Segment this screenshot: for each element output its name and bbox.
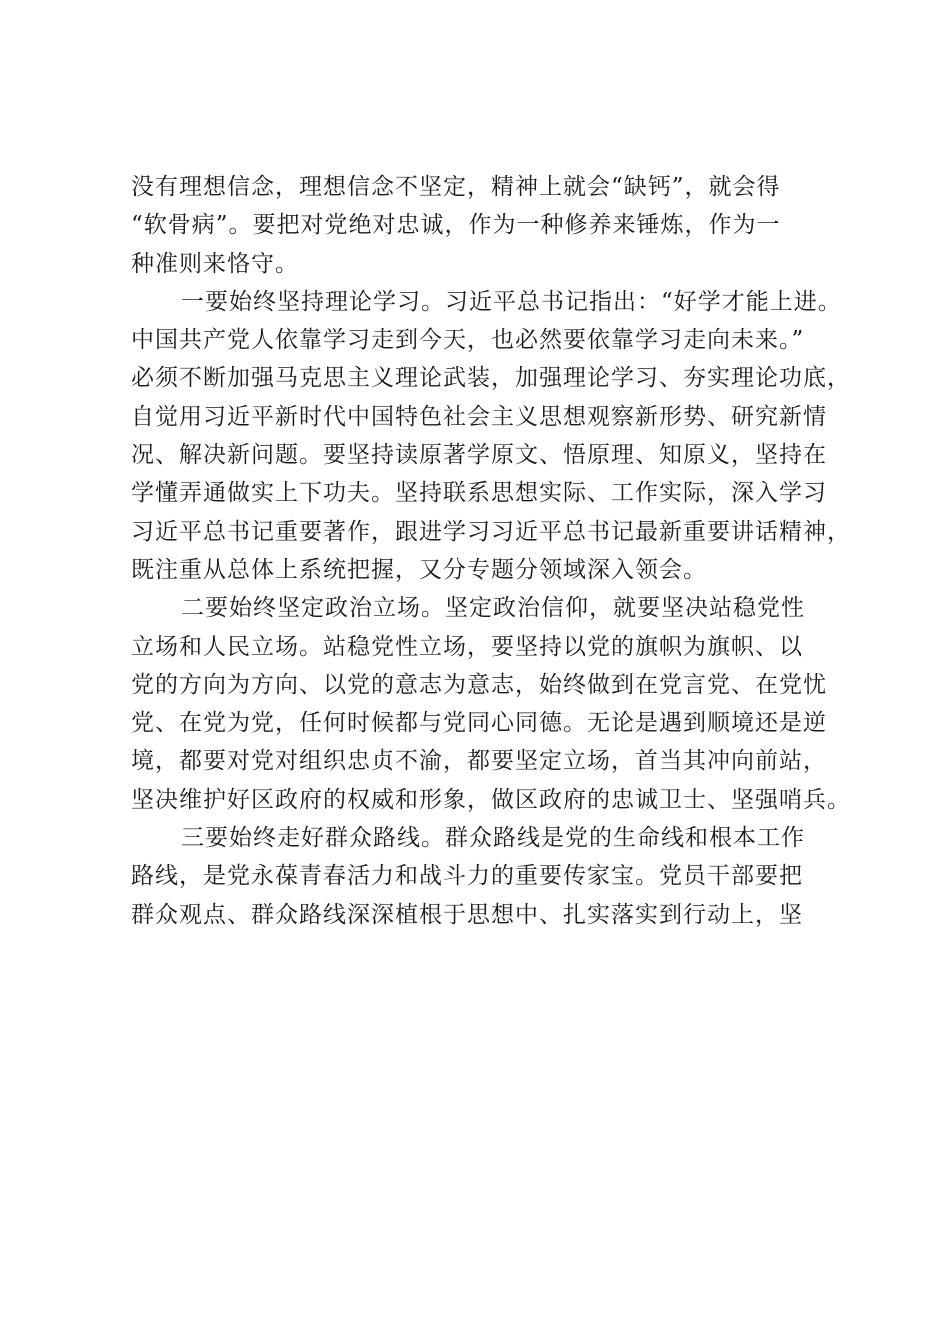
text-line: 况、解决新问题。要坚持读原著学原文、悟原理、知原义，坚持在 [131, 442, 827, 469]
paragraph-2-heading-line: 二要始终坚定政治立场。坚定政治信仰，就要坚决站稳党性 [181, 595, 805, 622]
text-line: 自觉用习近平新时代中国特色社会主义思想观察新形势、研究新情 [131, 403, 827, 430]
text-line: 立场和人民立场。站稳党性立场，要坚持以党的旗帜为旗帜、以 [131, 633, 803, 660]
text-line: 种准则来恪守。 [131, 250, 299, 277]
text-line: 中国共产党人依靠学习走到今天，也必然要依靠学习走向未来。” [131, 327, 805, 354]
text-line: 学懂弄通做实上下功夫。坚持联系思想实际、工作实际，深入学习 [131, 480, 827, 507]
text-line: 党、在党为党，任何时候都与党同心同德。无论是遇到顺境还是逆 [131, 710, 827, 737]
text-line: 习近平总书记重要著作，跟进学习习近平总书记最新重要讲话精神， [131, 518, 851, 545]
text-line: 境，都要对党对组织忠贞不渝，都要坚定立场，首当其冲向前站， [131, 748, 827, 775]
paragraph-3-heading-line: 三要始终走好群众路线。群众路线是党的生命线和根本工作 [181, 825, 805, 852]
text-line: 坚决维护好区政府的权威和形象，做区政府的忠诚卫士、坚强哨兵。 [131, 786, 851, 813]
text-line: 必须不断加强马克思主义理论武装，加强理论学习、夯实理论功底， [131, 365, 851, 392]
text-line: 没有理想信念，理想信念不坚定，精神上就会“缺钙”，就会得 [131, 174, 781, 200]
text-line: “软骨病”。要把对党绝对忠诚，作为一种修养来锤炼，作为一 [131, 212, 781, 239]
text-line: 群众观点、群众路线深深植根于思想中、扎实落实到行动上，坚 [131, 901, 803, 928]
text-line: 党的方向为方向、以党的意志为意志，始终做到在党言党、在党忧 [131, 671, 827, 698]
text-line: 路线，是党永葆青春活力和战斗力的重要传家宝。党员干部要把 [131, 863, 803, 890]
document-body [131, 168, 871, 934]
paragraph-1-heading-line: 一要始终坚持理论学习。习近平总书记指出：“好学才能上进。 [181, 288, 842, 315]
text-line: 既注重从总体上系统把握，又分专题分领域深入领会。 [131, 556, 707, 583]
